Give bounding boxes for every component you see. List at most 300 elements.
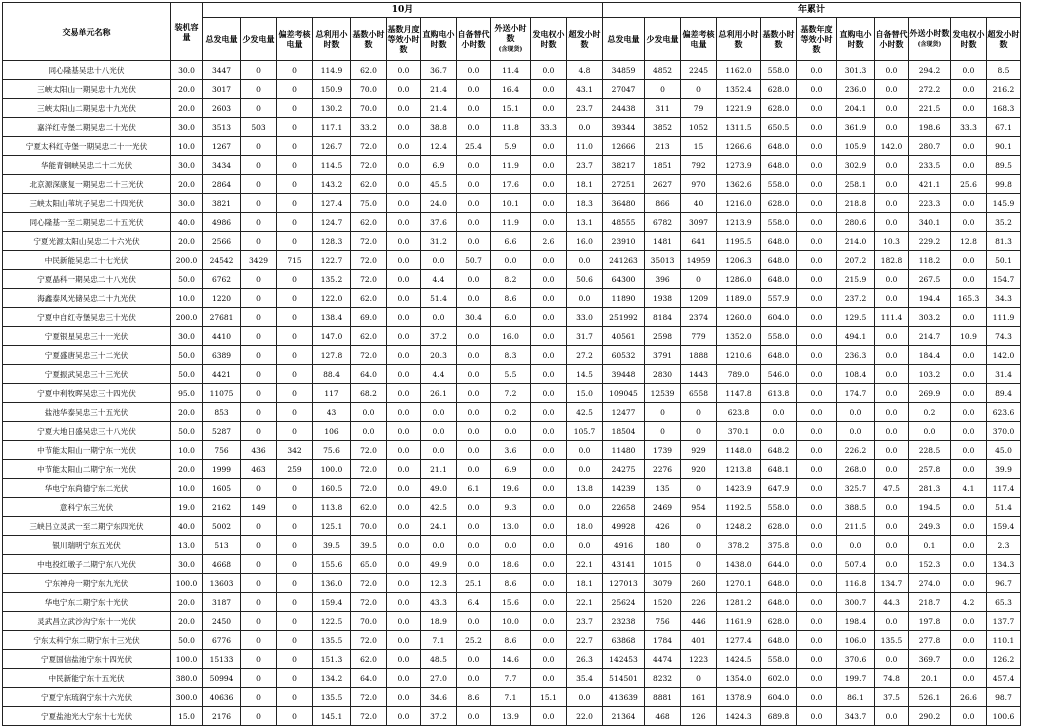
value-cell: 1195.5 xyxy=(717,232,761,251)
value-cell: 0.0 xyxy=(797,175,837,194)
value-cell: 4421 xyxy=(203,365,241,384)
value-cell: 18504 xyxy=(603,422,645,441)
value-cell: 194.5 xyxy=(909,498,951,517)
header-unit-name: 交易单元名称 xyxy=(3,3,171,61)
value-cell: 0.0 xyxy=(387,251,421,270)
value-cell: 0.0 xyxy=(951,365,987,384)
value-cell: 0.0 xyxy=(837,422,875,441)
value-cell: 756 xyxy=(645,612,681,631)
value-cell: 0.0 xyxy=(457,384,491,403)
value-cell: 127013 xyxy=(603,574,645,593)
unit-name-cell: 三峡吕立灵武一至二期宁东四光伏 xyxy=(3,517,171,536)
value-cell: 135.2 xyxy=(313,270,351,289)
value-cell: 468 xyxy=(645,707,681,726)
value-cell: 0 xyxy=(277,707,313,726)
value-cell: 0.0 xyxy=(387,308,421,327)
value-cell: 0.0 xyxy=(531,479,567,498)
value-cell: 18.1 xyxy=(567,574,603,593)
value-cell: 34.6 xyxy=(421,688,457,707)
value-cell: 128.3 xyxy=(313,232,351,251)
value-cell: 0.2 xyxy=(491,403,531,422)
value-cell: 159.4 xyxy=(313,593,351,612)
value-cell: 15.0 xyxy=(171,707,203,726)
value-cell: 546.0 xyxy=(761,365,797,384)
value-cell: 16.4 xyxy=(491,80,531,99)
value-cell: 50.0 xyxy=(171,365,203,384)
value-cell: 3447 xyxy=(203,61,241,80)
value-cell: 7.1 xyxy=(491,688,531,707)
value-cell: 168.3 xyxy=(987,99,1021,118)
value-cell: 25.4 xyxy=(457,137,491,156)
value-cell: 117 xyxy=(313,384,351,403)
value-cell: 0.0 xyxy=(875,156,909,175)
value-cell: 269.9 xyxy=(909,384,951,403)
value-cell: 62.0 xyxy=(351,289,387,308)
value-cell: 0 xyxy=(277,289,313,308)
value-cell: 214.7 xyxy=(909,327,951,346)
value-cell: 507.4 xyxy=(837,555,875,574)
value-cell: 8.6 xyxy=(491,574,531,593)
value-cell: 26.3 xyxy=(567,650,603,669)
value-cell: 14.5 xyxy=(567,365,603,384)
value-cell: 0 xyxy=(681,403,717,422)
value-cell: 0 xyxy=(277,99,313,118)
value-cell: 0 xyxy=(241,99,277,118)
value-cell: 628.0 xyxy=(761,517,797,536)
value-cell: 40.0 xyxy=(171,213,203,232)
value-cell: 853 xyxy=(203,403,241,422)
value-cell: 226 xyxy=(681,593,717,612)
year-col-7 xyxy=(875,18,909,61)
value-cell: 1277.4 xyxy=(717,631,761,650)
table-row xyxy=(3,707,1021,726)
value-cell: 11.9 xyxy=(491,156,531,175)
value-cell: 14959 xyxy=(681,251,717,270)
value-cell: 11075 xyxy=(203,384,241,403)
value-cell: 0.0 xyxy=(531,137,567,156)
value-cell: 62.0 xyxy=(351,327,387,346)
value-cell: 15.1 xyxy=(531,688,567,707)
value-cell: 0.0 xyxy=(797,61,837,80)
value-cell: 40.0 xyxy=(171,517,203,536)
value-cell: 1311.5 xyxy=(717,118,761,137)
value-cell: 0.0 xyxy=(457,213,491,232)
value-cell: 122.5 xyxy=(313,612,351,631)
value-cell: 0.0 xyxy=(387,118,421,137)
value-cell: 3097 xyxy=(681,213,717,232)
value-cell: 72.0 xyxy=(351,631,387,650)
value-cell: 1267 xyxy=(203,137,241,156)
value-cell: 280.7 xyxy=(909,137,951,156)
value-cell: 0.0 xyxy=(797,517,837,536)
value-cell: 126.2 xyxy=(987,650,1021,669)
value-cell: 33.2 xyxy=(351,118,387,137)
value-cell: 4852 xyxy=(645,61,681,80)
value-cell: 1443 xyxy=(681,365,717,384)
value-cell: 0.0 xyxy=(875,118,909,137)
value-cell: 0.0 xyxy=(387,498,421,517)
year-col-2 xyxy=(681,18,717,61)
value-cell: 0.0 xyxy=(797,555,837,574)
value-cell: 6.1 xyxy=(457,479,491,498)
value-cell: 30.0 xyxy=(171,194,203,213)
value-cell: 4.4 xyxy=(421,365,457,384)
value-cell: 2864 xyxy=(203,175,241,194)
value-cell: 0 xyxy=(277,612,313,631)
value-cell: 216.2 xyxy=(987,80,1021,99)
unit-name-cell: 宁夏中自红寺堡吴忠三十光伏 xyxy=(3,308,171,327)
value-cell: 557.9 xyxy=(761,289,797,308)
value-cell: 50.0 xyxy=(171,346,203,365)
table-row xyxy=(3,574,1021,593)
value-cell: 0.0 xyxy=(457,460,491,479)
month-col-4 xyxy=(351,18,387,61)
value-cell: 142453 xyxy=(603,650,645,669)
value-cell: 1378.9 xyxy=(717,688,761,707)
value-cell: 47.5 xyxy=(875,479,909,498)
value-cell: 715 xyxy=(277,251,313,270)
value-cell: 10.0 xyxy=(171,441,203,460)
value-cell: 0 xyxy=(241,688,277,707)
value-cell: 0 xyxy=(277,80,313,99)
value-cell: 0.0 xyxy=(531,384,567,403)
value-cell: 0.0 xyxy=(457,650,491,669)
value-cell: 114.9 xyxy=(313,61,351,80)
value-cell: 0.0 xyxy=(797,384,837,403)
value-cell: 17.6 xyxy=(491,175,531,194)
unit-name-cell: 同心隆基一至二期吴忠二十五光伏 xyxy=(3,213,171,232)
value-cell: 0.0 xyxy=(387,289,421,308)
value-cell: 1213.8 xyxy=(717,460,761,479)
unit-name-cell: 三峡太阳山苇坑子吴忠二十四光伏 xyxy=(3,194,171,213)
value-cell: 0.0 xyxy=(875,517,909,536)
value-cell: 0.0 xyxy=(387,403,421,422)
value-cell: 1206.3 xyxy=(717,251,761,270)
value-cell: 267.5 xyxy=(909,270,951,289)
value-cell: 0.0 xyxy=(951,574,987,593)
value-cell: 213 xyxy=(645,137,681,156)
value-cell: 5287 xyxy=(203,422,241,441)
value-cell: 1520 xyxy=(645,593,681,612)
value-cell: 199.7 xyxy=(837,669,875,688)
value-cell: 257.8 xyxy=(909,460,951,479)
value-cell: 0.0 xyxy=(457,441,491,460)
value-cell: 0.0 xyxy=(491,251,531,270)
value-cell: 3429 xyxy=(241,251,277,270)
value-cell: 0.0 xyxy=(421,422,457,441)
value-cell: 623.6 xyxy=(987,403,1021,422)
value-cell: 10.0 xyxy=(491,612,531,631)
value-cell: 26.6 xyxy=(951,688,987,707)
value-cell: 11.4 xyxy=(491,61,531,80)
value-cell: 40561 xyxy=(603,327,645,346)
value-cell: 180 xyxy=(645,536,681,555)
unit-name-cell: 海鑫泰风光储吴忠二十九光伏 xyxy=(3,289,171,308)
value-cell: 1605 xyxy=(203,479,241,498)
value-cell: 421.1 xyxy=(909,175,951,194)
value-cell: 86.1 xyxy=(837,688,875,707)
table-row xyxy=(3,498,1021,517)
value-cell: 648.0 xyxy=(761,232,797,251)
value-cell: 233.5 xyxy=(909,156,951,175)
unit-name-cell: 宁夏盐池光大宁东十七光伏 xyxy=(3,707,171,726)
value-cell: 0.0 xyxy=(531,156,567,175)
value-cell: 65.0 xyxy=(351,555,387,574)
value-cell: 62.0 xyxy=(351,213,387,232)
value-cell: 1851 xyxy=(645,156,681,175)
value-cell: 10.9 xyxy=(951,327,987,346)
value-cell: 25.6 xyxy=(951,175,987,194)
value-cell: 260 xyxy=(681,574,717,593)
unit-name-cell: 灵武昌立武沙沟宁东十一光伏 xyxy=(3,612,171,631)
value-cell: 49.0 xyxy=(421,479,457,498)
value-cell: 1147.8 xyxy=(717,384,761,403)
value-cell: 0.0 xyxy=(797,631,837,650)
value-cell: 50.6 xyxy=(567,270,603,289)
value-cell: 0.0 xyxy=(387,365,421,384)
value-cell: 194.4 xyxy=(909,289,951,308)
value-cell: 0 xyxy=(277,384,313,403)
value-cell: 0.0 xyxy=(457,175,491,194)
value-cell: 0.0 xyxy=(797,460,837,479)
table-row xyxy=(3,536,1021,555)
value-cell: 0.0 xyxy=(491,536,531,555)
value-cell: 647.9 xyxy=(761,479,797,498)
value-cell: 0.0 xyxy=(531,536,567,555)
value-cell: 0.0 xyxy=(797,574,837,593)
value-cell: 954 xyxy=(681,498,717,517)
month-col-10 xyxy=(567,18,603,61)
value-cell: 135.5 xyxy=(313,631,351,650)
value-cell: 0.0 xyxy=(531,365,567,384)
value-cell: 88.4 xyxy=(313,365,351,384)
value-cell: 6762 xyxy=(203,270,241,289)
table-row xyxy=(3,460,1021,479)
value-cell: 0 xyxy=(277,631,313,650)
value-cell: 67.1 xyxy=(987,118,1021,137)
value-cell: 0 xyxy=(277,365,313,384)
value-cell: 229.2 xyxy=(909,232,951,251)
column-label: 基数小时数 xyxy=(762,29,795,49)
value-cell: 0.0 xyxy=(457,403,491,422)
value-cell: 0.0 xyxy=(531,289,567,308)
value-cell: 388.5 xyxy=(837,498,875,517)
value-cell: 558.0 xyxy=(761,213,797,232)
value-cell: 604.0 xyxy=(761,688,797,707)
value-cell: 0.0 xyxy=(387,327,421,346)
unit-name-cell: 宁夏银星吴忠三十一光伏 xyxy=(3,327,171,346)
value-cell: 0.0 xyxy=(951,156,987,175)
value-cell: 6.0 xyxy=(491,308,531,327)
value-cell: 33.0 xyxy=(567,308,603,327)
value-cell: 0.0 xyxy=(875,384,909,403)
value-cell: 0.0 xyxy=(531,194,567,213)
value-cell: 1424.3 xyxy=(717,707,761,726)
value-cell: 63868 xyxy=(603,631,645,650)
value-cell: 1189.0 xyxy=(717,289,761,308)
value-cell: 0 xyxy=(277,270,313,289)
value-cell: 11.9 xyxy=(491,213,531,232)
value-cell: 0 xyxy=(681,270,717,289)
value-cell: 137.7 xyxy=(987,612,1021,631)
value-cell: 111.9 xyxy=(987,308,1021,327)
value-cell: 1266.6 xyxy=(717,137,761,156)
value-cell: 24275 xyxy=(603,460,645,479)
value-cell: 1210.6 xyxy=(717,346,761,365)
value-cell: 641 xyxy=(681,232,717,251)
value-cell: 114.5 xyxy=(313,156,351,175)
value-cell: 34859 xyxy=(603,61,645,80)
value-cell: 0.0 xyxy=(387,99,421,118)
value-cell: 14.6 xyxy=(491,650,531,669)
value-cell: 39448 xyxy=(603,365,645,384)
unit-name-cell: 宁夏振武吴忠三十三光伏 xyxy=(3,365,171,384)
value-cell: 10.0 xyxy=(171,137,203,156)
value-cell: 0.0 xyxy=(951,707,987,726)
value-cell: 0.0 xyxy=(387,137,421,156)
value-cell: 15.0 xyxy=(567,384,603,403)
value-cell: 70.0 xyxy=(351,612,387,631)
value-cell: 1423.9 xyxy=(717,479,761,498)
value-cell: 72.0 xyxy=(351,346,387,365)
value-cell: 8232 xyxy=(645,669,681,688)
value-cell: 3434 xyxy=(203,156,241,175)
value-cell: 30.0 xyxy=(171,118,203,137)
value-cell: 8.3 xyxy=(491,346,531,365)
table-row xyxy=(3,346,1021,365)
value-cell: 3079 xyxy=(645,574,681,593)
value-cell: 0.0 xyxy=(951,194,987,213)
value-cell: 0.0 xyxy=(951,422,987,441)
value-cell: 0 xyxy=(241,555,277,574)
value-cell: 62.0 xyxy=(351,175,387,194)
year-col-5 xyxy=(797,18,837,61)
value-cell: 0.0 xyxy=(875,422,909,441)
value-cell: 2374 xyxy=(681,308,717,327)
value-cell: 0 xyxy=(241,308,277,327)
value-cell: 2276 xyxy=(645,460,681,479)
value-cell: 0.0 xyxy=(875,460,909,479)
value-cell: 35.2 xyxy=(987,213,1021,232)
value-cell: 277.8 xyxy=(909,631,951,650)
value-cell: 165.3 xyxy=(951,289,987,308)
value-cell: 3852 xyxy=(645,118,681,137)
header-capacity: 装机容量 xyxy=(171,3,203,61)
value-cell: 558.0 xyxy=(761,61,797,80)
value-cell: 0.0 xyxy=(875,289,909,308)
value-cell: 200.0 xyxy=(171,308,203,327)
value-cell: 2598 xyxy=(645,327,681,346)
value-cell: 30.0 xyxy=(171,156,203,175)
value-cell: 1248.2 xyxy=(717,517,761,536)
unit-name-cell: 华电宁东尚德宁东二光伏 xyxy=(3,479,171,498)
value-cell: 149 xyxy=(241,498,277,517)
value-cell: 866 xyxy=(645,194,681,213)
value-cell: 13.0 xyxy=(491,517,531,536)
value-cell: 272.2 xyxy=(909,80,951,99)
value-cell: 37.2 xyxy=(421,707,457,726)
column-label: 自备替代小时数 xyxy=(875,29,908,49)
value-cell: 0.0 xyxy=(387,631,421,650)
value-cell: 49.9 xyxy=(421,555,457,574)
value-cell: 72.0 xyxy=(351,460,387,479)
value-cell: 369.7 xyxy=(909,650,951,669)
value-cell: 0.1 xyxy=(909,536,951,555)
value-cell: 0.0 xyxy=(797,156,837,175)
table-row xyxy=(3,80,1021,99)
value-cell: 43 xyxy=(313,403,351,422)
value-cell: 13603 xyxy=(203,574,241,593)
value-cell: 0.0 xyxy=(531,308,567,327)
value-cell: 129.5 xyxy=(837,308,875,327)
value-cell: 0.0 xyxy=(837,536,875,555)
value-cell: 228.5 xyxy=(909,441,951,460)
value-cell: 0.0 xyxy=(457,270,491,289)
value-cell: 122.7 xyxy=(313,251,351,270)
value-cell: 31.7 xyxy=(567,327,603,346)
value-cell: 0.0 xyxy=(875,403,909,422)
value-cell: 8.6 xyxy=(457,688,491,707)
value-cell: 280.6 xyxy=(837,213,875,232)
value-cell: 134.2 xyxy=(313,669,351,688)
value-cell: 174.7 xyxy=(837,384,875,403)
value-cell: 50994 xyxy=(203,669,241,688)
value-cell: 0 xyxy=(241,194,277,213)
table-row xyxy=(3,213,1021,232)
value-cell: 1352.0 xyxy=(717,327,761,346)
value-cell: 19.6 xyxy=(491,479,531,498)
value-cell: 648.0 xyxy=(761,270,797,289)
value-cell: 4916 xyxy=(603,536,645,555)
value-cell: 27251 xyxy=(603,175,645,194)
value-cell: 0.0 xyxy=(457,365,491,384)
value-cell: 0.0 xyxy=(531,650,567,669)
value-cell: 65.3 xyxy=(987,593,1021,612)
value-cell: 0.0 xyxy=(457,156,491,175)
value-cell: 0 xyxy=(241,517,277,536)
value-cell: 134.7 xyxy=(875,574,909,593)
value-cell: 100.0 xyxy=(171,574,203,593)
value-cell: 38217 xyxy=(603,156,645,175)
unit-name-cell: 中民新能宁东十五光伏 xyxy=(3,669,171,688)
value-cell: 0.0 xyxy=(951,308,987,327)
value-cell: 8.5 xyxy=(987,61,1021,80)
value-cell: 0.0 xyxy=(951,650,987,669)
value-cell: 2627 xyxy=(645,175,681,194)
value-cell: 792 xyxy=(681,156,717,175)
value-cell: 23.7 xyxy=(567,99,603,118)
value-cell: 64.0 xyxy=(351,669,387,688)
value-cell: 370.1 xyxy=(717,422,761,441)
value-cell: 145.9 xyxy=(987,194,1021,213)
value-cell: 0.0 xyxy=(951,270,987,289)
header-group-year: 年累计 xyxy=(603,3,1021,18)
value-cell: 0 xyxy=(241,365,277,384)
value-cell: 0.0 xyxy=(421,308,457,327)
value-cell: 2245 xyxy=(681,61,717,80)
value-cell: 0.0 xyxy=(387,574,421,593)
value-cell: 1286.0 xyxy=(717,270,761,289)
header-group-row xyxy=(3,3,1021,18)
table-row xyxy=(3,175,1021,194)
value-cell: 100.0 xyxy=(171,650,203,669)
column-label: 少发电量 xyxy=(646,34,679,44)
value-cell: 20.0 xyxy=(171,612,203,631)
value-cell: 7.2 xyxy=(491,384,531,403)
value-cell: 0.0 xyxy=(837,403,875,422)
value-cell: 0.0 xyxy=(387,460,421,479)
value-cell: 20.0 xyxy=(171,175,203,194)
